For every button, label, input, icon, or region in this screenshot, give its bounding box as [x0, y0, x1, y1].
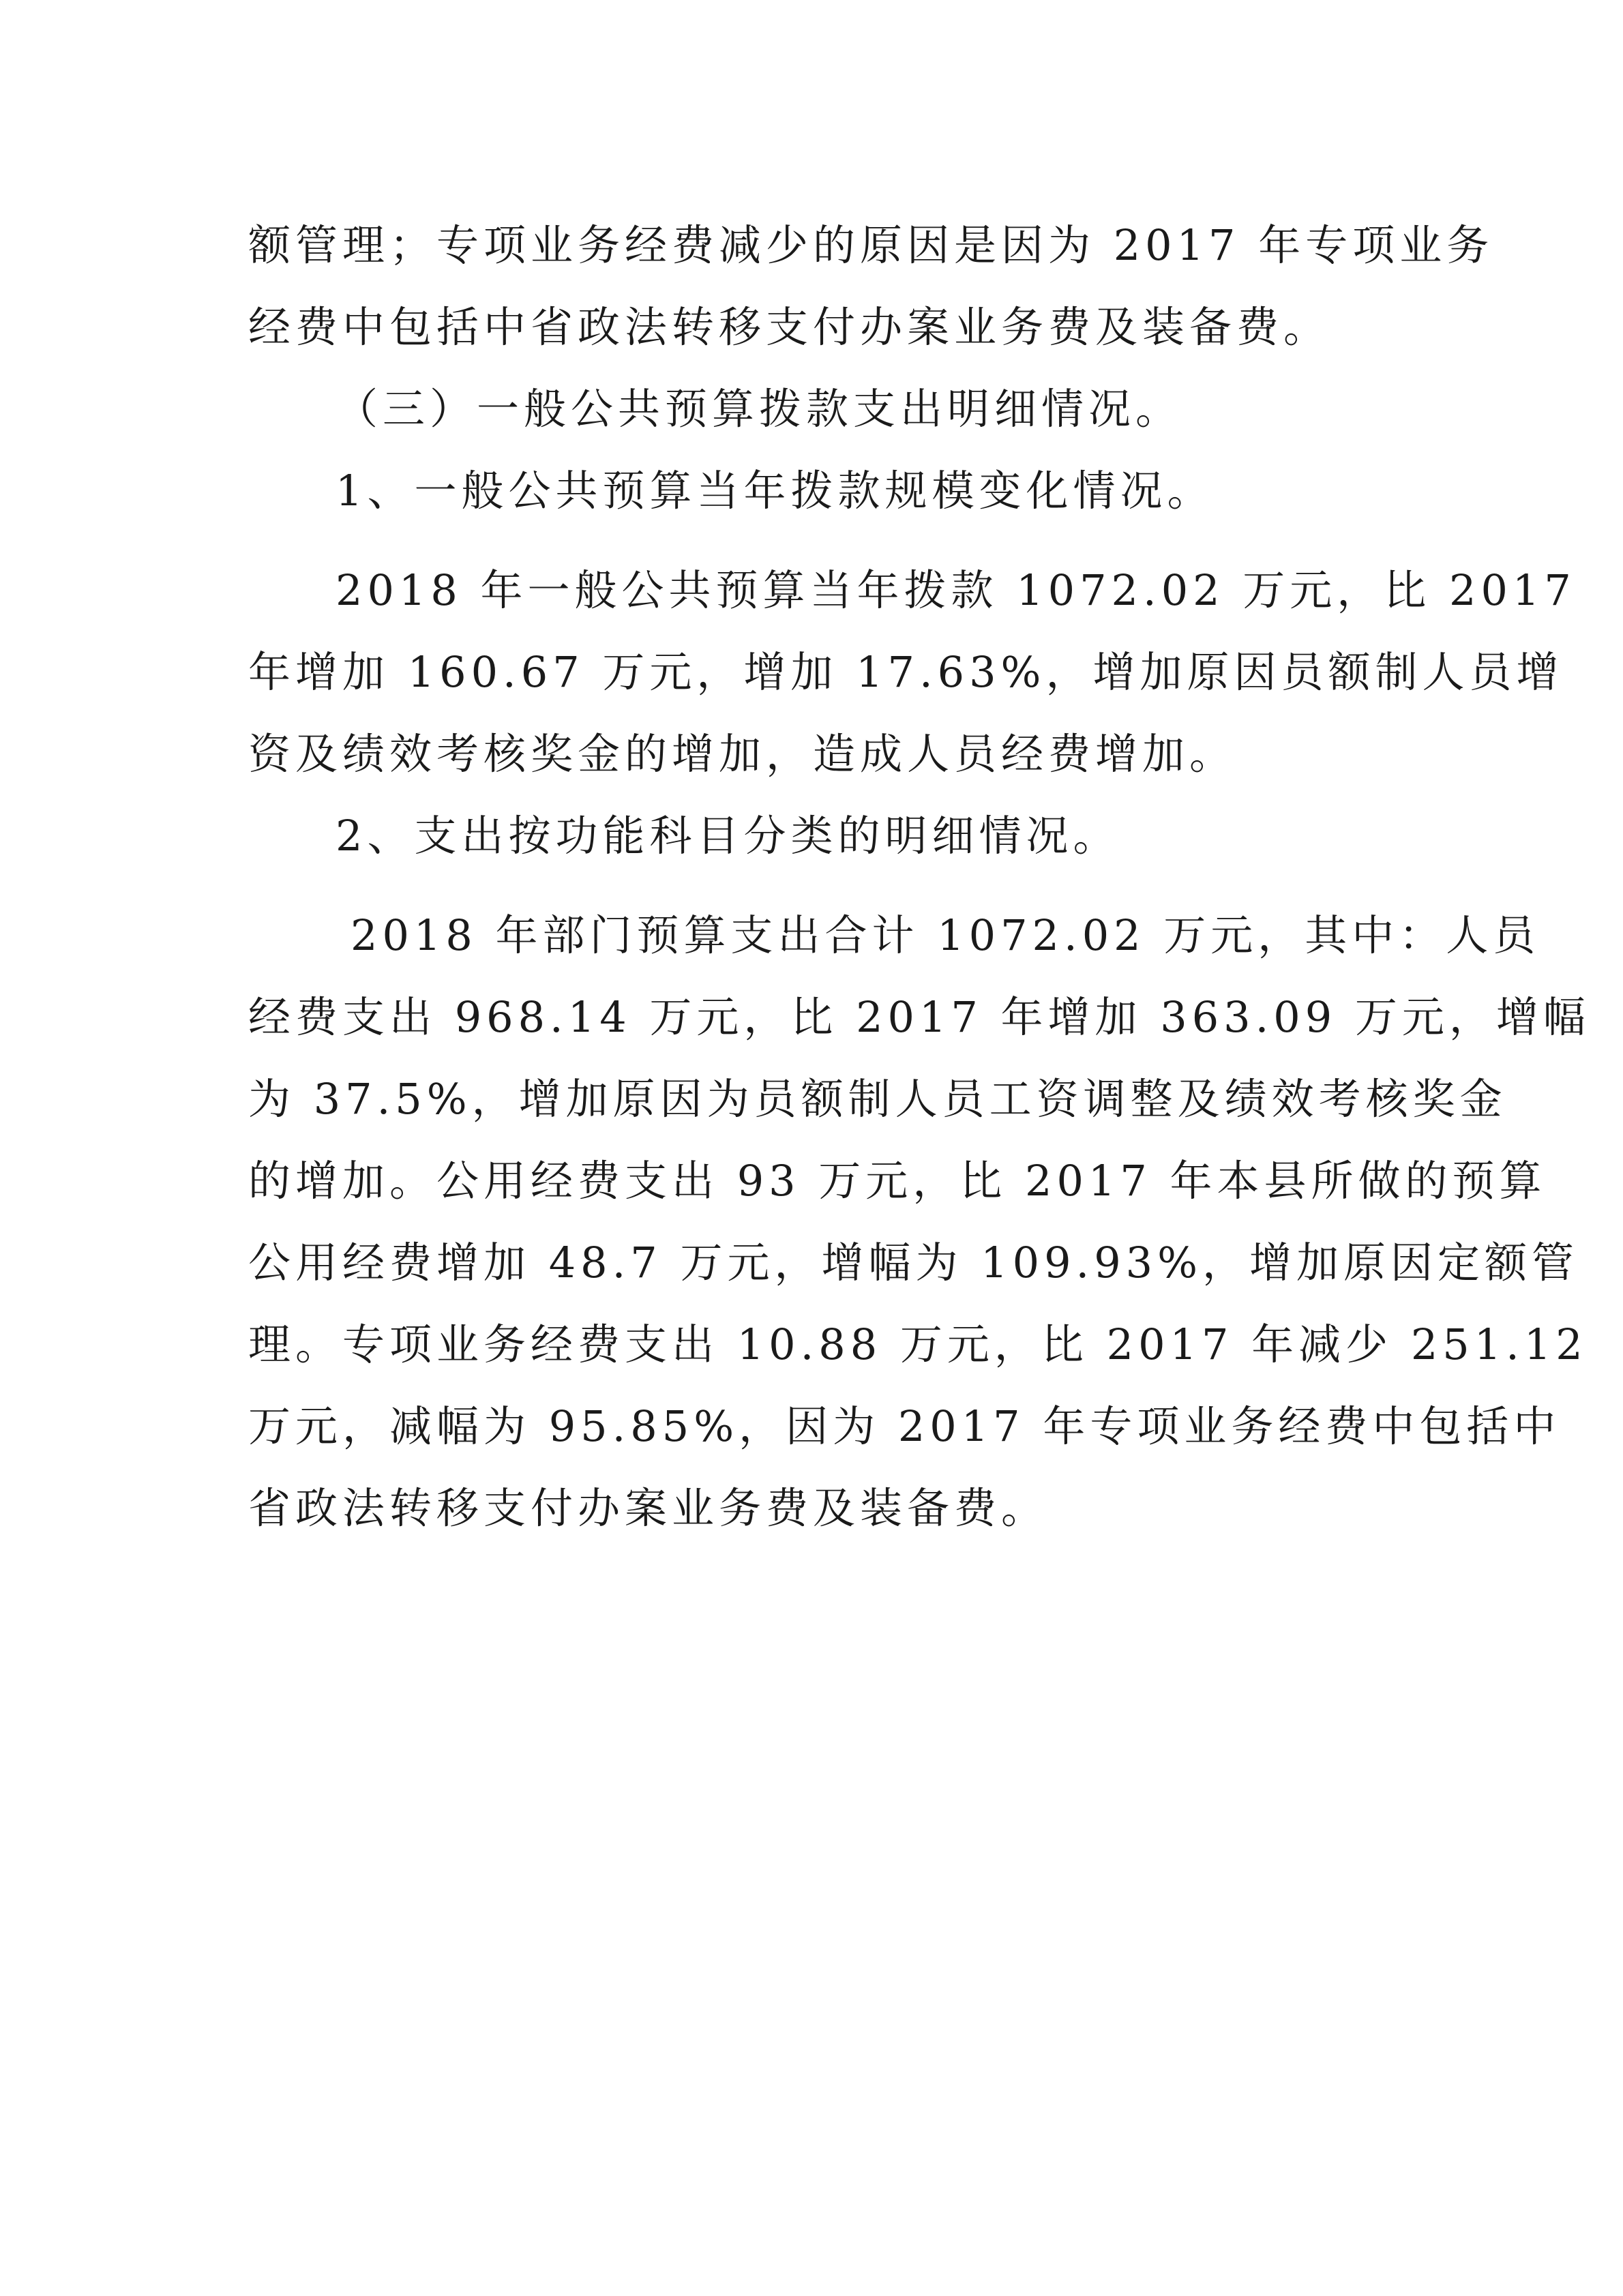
section-heading: （三）一般公共预算拨款支出明细情况。: [336, 384, 1183, 434]
paragraph-line: 2018 年部门预算支出合计 1072.02 万元，其中：人员: [351, 910, 1540, 960]
paragraph-line: 万元，减幅为 95.85%，因为 2017 年专项业务经费中包括中: [248, 1401, 1561, 1451]
paragraph-line: 的增加。公用经费支出 93 万元，比 2017 年本县所做的预算: [248, 1156, 1547, 1206]
subsection-heading: 2、支出按功能科目分类的明细情况。: [336, 811, 1120, 861]
paragraph-line: 2018 年一般公共预算当年拨款 1072.02 万元，比 2017: [336, 565, 1576, 615]
paragraph-line: 经费中包括中省政法转移支付办案业务费及装备费。: [248, 302, 1331, 352]
paragraph-line: 年增加 160.67 万元，增加 17.63%，增加原因员额制人员增: [248, 647, 1564, 697]
document-body: [248, 205, 1590, 1549]
paragraph-gap: [248, 877, 1380, 895]
paragraph-line: 为 37.5%，增加原因为员额制人员工资调整及绩效考核奖金: [248, 1074, 1507, 1124]
paragraph-line: 省政法转移支付办案业务费及装备费。: [248, 1483, 1049, 1533]
paragraph-line: 公用经费增加 48.7 万元，增幅为 109.93%，增加原因定额管: [248, 1238, 1579, 1287]
paragraph-line: 额管理；专项业务经费减少的原因是因为 2017 年专项业务: [248, 220, 1494, 270]
paragraph-line: 资及绩效考核奖金的增加，造成人员经费增加。: [248, 729, 1237, 779]
subsection-heading: 1、一般公共预算当年拨款规模变化情况。: [336, 466, 1215, 516]
paragraph-line: 经费支出 968.14 万元，比 2017 年增加 363.09 万元，增幅: [248, 992, 1590, 1042]
paragraph-line: 理。专项业务经费支出 10.88 万元，比 2017 年减少 251.12: [248, 1320, 1588, 1369]
paragraph-gap: [248, 532, 1380, 550]
